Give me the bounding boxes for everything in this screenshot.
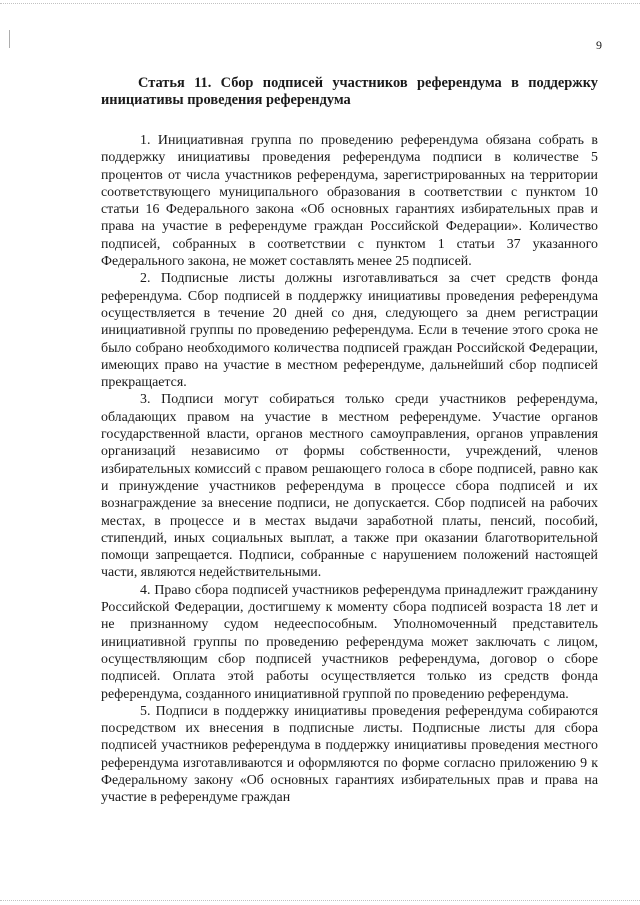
article-title: Статья 11. Сбор подписей участников референдума в поддержку инициативы проведения референдума [101,75,598,108]
paragraph-4: 4. Право сбора подписей участников референдума принадлежит гражданину Российской Федерации, достигшему к моменту сбора подписей возраста 18 лет и не признанному судом недееспособным. Уполномоченный представитель инициативной группы по проведению референдума может заключать с лицом, осуществляющим сбор подписей участников референдума, договор о сборе подписей. Оплата этой работы осуществляется только из средств фонда референдума, созданного инициативной группой по проведению референдума. [101,582,598,702]
page-number: 9 [596,38,602,52]
scan-margin-mark [9,30,10,48]
paragraph-3: 3. Подписи могут собираться только среди участников референдума, обладающих правом на участие в местном референдуме. Участие органов государственной власти, органов местного самоуправления, органов управления организаций независимо от формы собственности, учреждений, членов избирательных комиссий с правом решающего голоса в сборе подписей, равно как и принуждение участников референдума в процессе сбора подписей и их вознаграждение за внесение подписи, не допускается. Сбор подписей на рабочих местах, в процессе и в местах выдачи заработной платы, пенсий, пособий, стипендий, иных социальных выплат, а также при оказании благотворительной помощи запрещается. Подписи, собранные с нарушением положений настоящей части, являются недействительными. [101,392,598,581]
document-body [101,75,598,807]
paragraph-1: 1. Инициативная группа по проведению референдума обязана собрать в поддержку инициативы проведения референдума подписи в количестве 5 процентов от числа участников референдума, зарегистрированных на территории соответствующего муниципального образования в соответствии с пунктом 10 статьи 16 Федерального закона «Об основных гарантиях избирательных прав и права на участие в референдуме граждан Российской Федерации». Количество подписей, собранных в соответствии с пунктом 1 статьи 37 указанного Федерального закона, не может составлять менее 25 подписей. [101,133,598,270]
scan-edge-bottom [0,900,640,902]
scan-edge-top [0,3,640,5]
paragraph-2: 2. Подписные листы должны изготавливаться за счет средств фонда референдума. Сбор подписей в поддержку инициативы проведения референдума осуществляется в течение 20 дней со дня, следующего за днем регистрации инициативной группы по проведению референдума. Если в течение этого срока не было собрано необходимого количества подписей граждан Российской Федерации, имеющих право на участие в местном референдуме, дальнейший сбор подписей прекращается. [101,271,598,391]
paragraph-5: 5. Подписи в поддержку инициативы проведения референдума собираются посредством их внесения в подписные листы. Подписные листы для сбора подписей участников референдума в поддержку инициативы проведения местного референдума изготавливаются и оформляются по форме согласно приложению 9 к Федеральному закону «Об основных гарантиях избирательных прав и права на участие в референдуме граждан [101,703,598,806]
